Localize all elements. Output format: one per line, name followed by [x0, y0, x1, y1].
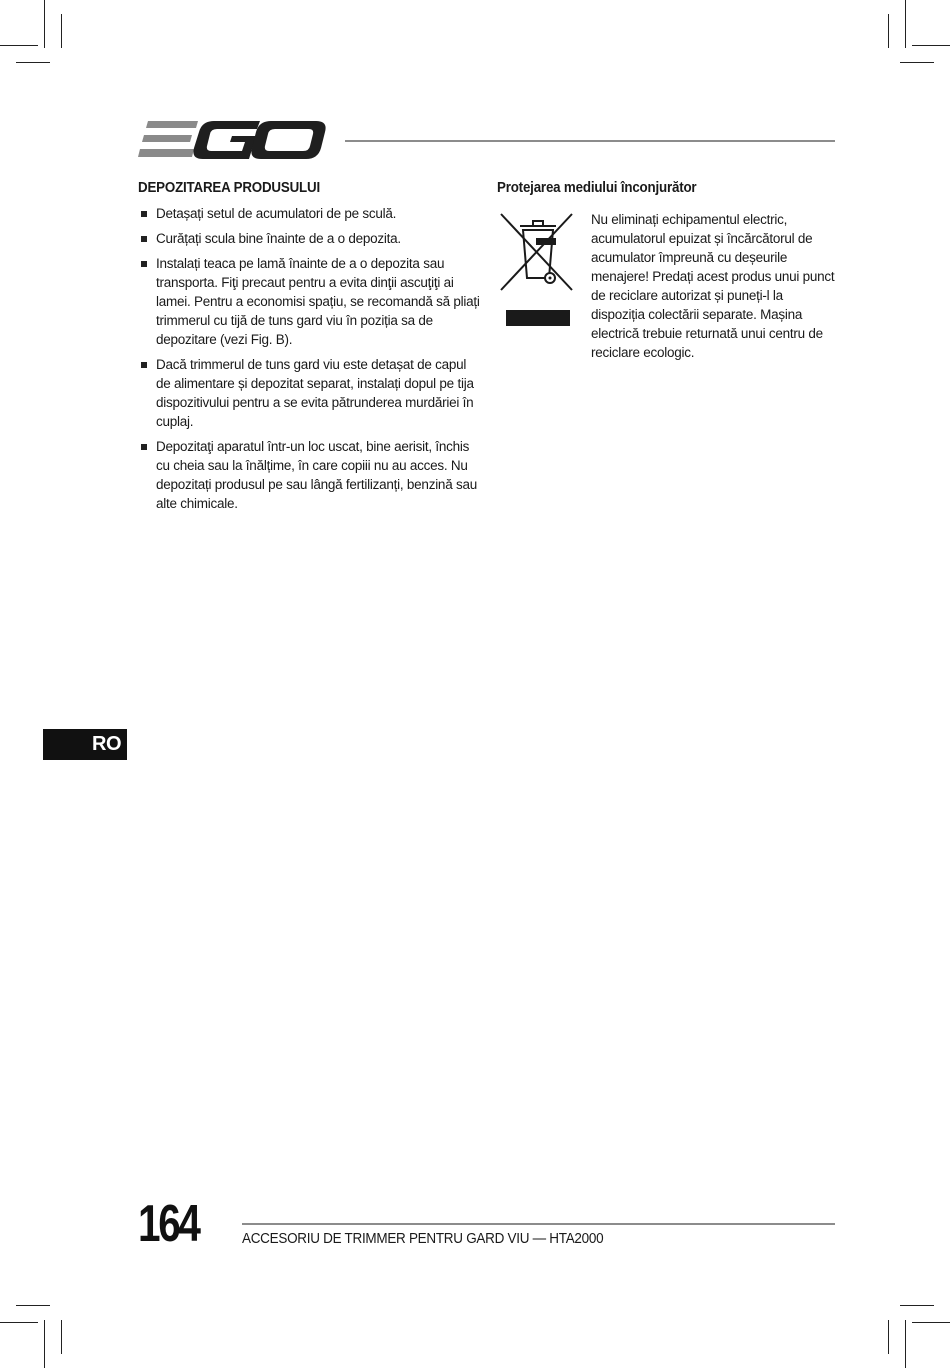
footer-rule — [242, 1223, 835, 1225]
storage-section — [138, 180, 480, 519]
crop-mark — [44, 0, 45, 48]
storage-list — [138, 204, 480, 513]
crop-mark — [900, 62, 934, 63]
crop-mark — [61, 1320, 62, 1354]
footer-title: ACCESORIU DE TRIMMER PENTRU GARD VIU — HTA2000 — [242, 1231, 604, 1247]
environment-text: Nu eliminați echipamentul electric, acumulatorul epuizat și încărcătorul de acumulator împreună cu deșeurile menajere! Predați acest produs unui punct de reciclare autorizat și puneți-l la dispoziția colectării separate. Mașina electrică trebuie returnată unui centru de reciclare ecologic. — [591, 212, 835, 360]
crop-mark — [44, 1320, 45, 1368]
crop-mark — [888, 14, 889, 48]
list-item: Curățați scula bine înainte de a o depozita. — [138, 229, 480, 248]
list-item: Detașați setul de acumulatori de pe sculă. — [138, 204, 480, 223]
header-rule — [345, 140, 835, 142]
crop-mark — [900, 1305, 934, 1306]
crop-mark — [0, 45, 38, 46]
list-item: Depozitaţi aparatul într-un loc uscat, bine aerisit, închis cu cheia sau la înălțime, în care copiii nu au acces. Nu depozitați produsul pe sau lângă fertilizanți, benzină sau alte chimicale. — [138, 437, 480, 513]
environment-heading: Protejarea mediului înconjurător — [497, 180, 697, 196]
crop-mark — [16, 62, 50, 63]
crop-mark — [16, 1305, 50, 1306]
crop-mark — [912, 45, 950, 46]
crop-mark — [0, 1322, 38, 1323]
crop-mark — [905, 0, 906, 48]
weee-black-bar — [506, 310, 570, 326]
ego-logo — [138, 118, 328, 164]
crossed-out-wheelie-bin-icon — [500, 210, 578, 292]
crop-mark — [61, 14, 62, 48]
weee-symbol — [500, 210, 580, 362]
environment-section — [497, 180, 839, 362]
page-number: 164 — [138, 1195, 199, 1253]
crop-mark — [905, 1320, 906, 1368]
crop-mark — [912, 1322, 950, 1323]
list-item: Instalați teaca pe lamă înainte de a o depozita sau transporta. Fiţi precaut pentru a evita dinţii ascuţiţi ai lamei. Pentru a economisi spațiu, se recomandă să pliați trimmerul cu tijă de tuns gard viu în poziția sa de depozitare (vezi Fig. B). — [138, 254, 480, 349]
storage-heading: DEPOZITAREA PRODUSULUI — [138, 180, 320, 196]
language-tab: RO — [43, 729, 127, 760]
crop-mark — [888, 1320, 889, 1354]
list-item: Dacă trimmerul de tuns gard viu este detașat de capul de alimentare și depozitat separat, instalați dopul pe tija dispozitivului pentru a se evita pătrunderea murdăriei în cuplaj. — [138, 355, 480, 431]
environment-body — [497, 210, 839, 362]
